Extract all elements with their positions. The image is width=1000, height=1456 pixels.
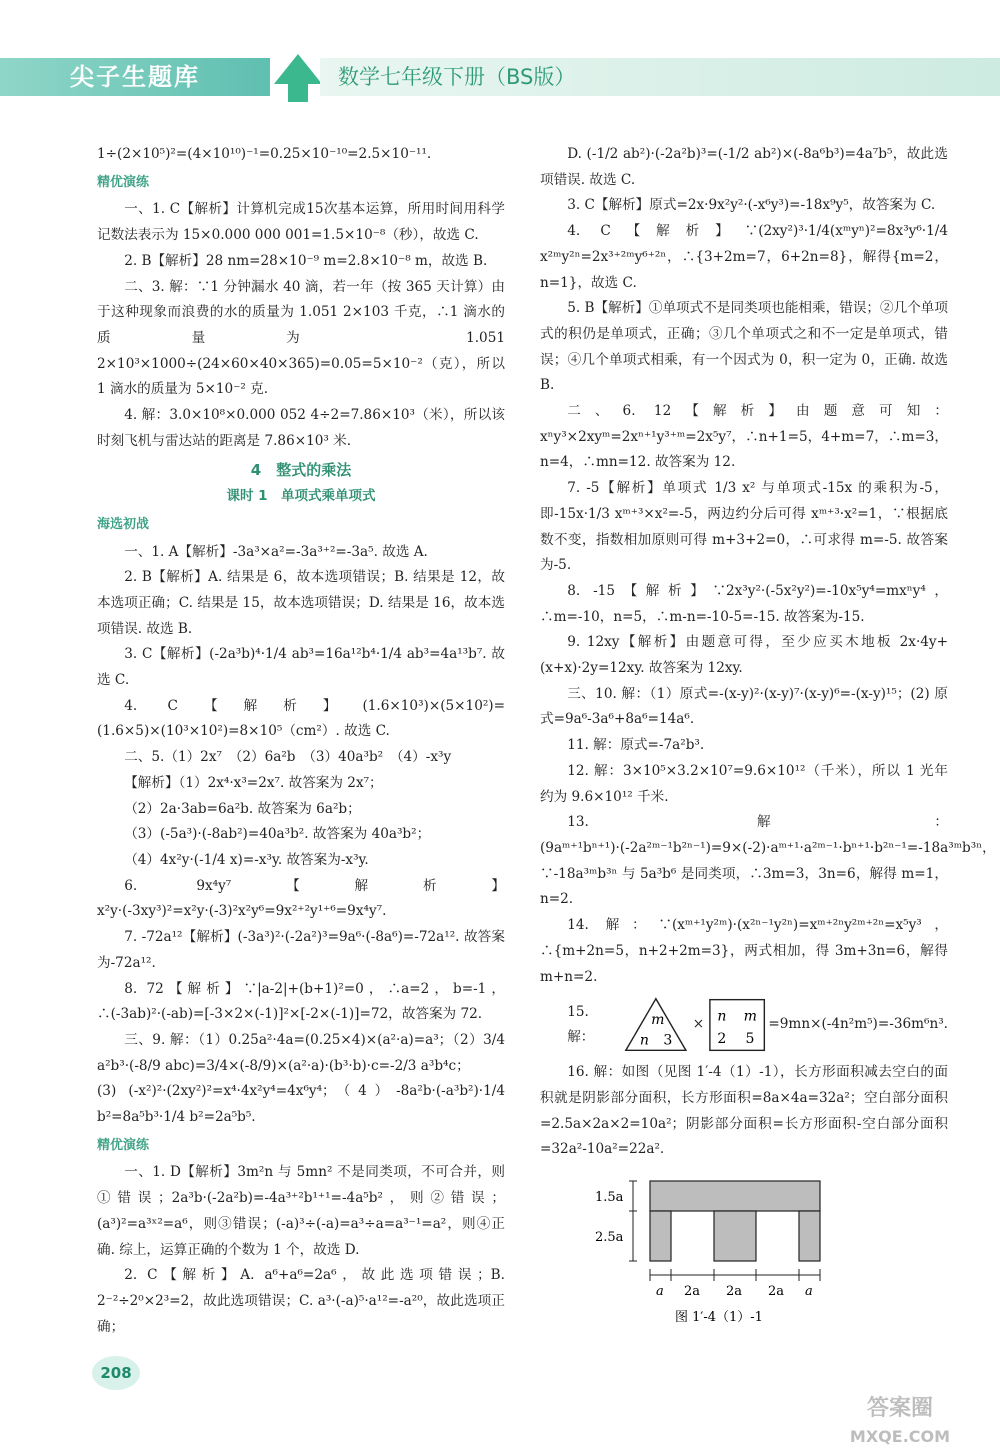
label-1-5a: 1.5a	[595, 1190, 624, 1206]
text-line: 一、1. A【解析】-3a³×a²=-3a³⁺²=-3a⁵. 故选 A.	[124, 543, 428, 560]
label-bottom-a: a	[656, 1284, 664, 1300]
watermark	[800, 1395, 1000, 1451]
text-line: 6. 9x⁴y⁷【解析】x²y·(-3xy³)²=x²y·(-3)²x²y⁶=9x²⁺²y¹⁺⁶=9x⁴y⁷.	[97, 877, 505, 920]
text-line: 2. B【解析】A. 结果是 6，故本选项错误；B. 结果是 12，故本选项正确；C. 结果是 15，故本选项错误；D. 结果是 16，故本选项错误. 故选 B.	[97, 569, 505, 637]
text-line: 5. B【解析】①单项式不是同类项也能相乘，错误；②几个单项式的积仍是单项式，正确；③几个单项式之和不一定是单项式，错误；④几个单项式相乘，有一个因式为 0，积一定为 0，正确. 故选 B.	[540, 300, 948, 394]
text-line: =9mn×(-4n²m⁵)=-36m⁶n³.	[768, 1016, 949, 1033]
lesson-heading: 课时 1 单项式乘单项式	[226, 488, 376, 505]
text-line: 7. -72a¹²【解析】(-3a³)²·(-2a²)³=9a⁶·(-8a⁶)=-72a¹². 故答案为-72a¹².	[97, 929, 505, 971]
text-line: 16. 解：如图（见图 1′-4（1）-1），长方形面积减去空白的面积就是阴影部分面积，长方形面积=8a×4a=32a²；空白部分面积=2.5a×2a×2=10a²；阴影部分面积=长方形面积-空白部分面积=32a²-10a²=22a².	[540, 1064, 948, 1158]
box-m: m	[743, 1008, 758, 1025]
section-label: 海选初战	[97, 516, 150, 532]
triangle-m: m	[651, 1012, 665, 1029]
text-line: 【解析】（1）2x⁴·x³=2x⁷. 故答案为 2x⁷；	[124, 774, 383, 791]
text-line: 一、1. C【解析】计算机完成15次基本运算，所用时间用科学记数法表示为 15×0.000 000 001=1.5×10⁻⁸（秒），故选 C.	[97, 201, 505, 244]
box-diagram	[708, 996, 766, 1054]
text-line: 2. B【解析】28 nm=28×10⁻⁹ m=2.8×10⁻⁸ m，故选 B.	[124, 252, 488, 269]
text-line: 二、6. 12【解析】由题意可知：xⁿy³×2xyᵐ=2xⁿ⁺¹y³⁺ᵐ=2x⁵y⁷，∴n+1=5，4+m=7，∴m=3，n=4，∴mn=12. 故答案为 12.	[540, 403, 948, 471]
text-line: 三、9. 解：（1）0.25a²·4a=(0.25×4)×(a²·a)=a³；（2）3/4 a²b³·(-8/9 abc)=3/4×(-8/9)×(a²·a)·(b³·b)·c=-2/3 a³b⁴c；	[97, 1031, 505, 1074]
text-line: 4. C【解析】(1.6×10³)×(5×10²)=(1.6×5)×(10³×10²)=8×10⁵（cm²）. 故选 C.	[97, 697, 505, 740]
triangle-diagram	[623, 994, 689, 1056]
text-line: （2）2a·3ab=6a²b. 故答案为 6a²b；	[124, 800, 361, 817]
box-2: 2	[717, 1031, 727, 1048]
text-line: 2. C【解析】A. a⁶+a⁶=2a⁶，故此选项错误；B. 2⁻²÷2⁰×2³=2，故此选项错误；C. a³·(-a)⁵·a¹²=-a²⁰，故此选项正确；	[97, 1267, 505, 1335]
text-line: （4）4x²y·(-1/4 x)=-x³y. 故答案为-x³y.	[124, 851, 369, 868]
area-figure	[595, 1171, 895, 1331]
text-line: 4. C【解析】∵(2xy²)³·1/4(xᵐyⁿ)²=8x³y⁶·1/4 x²ᵐy²ⁿ=2x³⁺²ᵐy⁶⁺²ⁿ，∴{3+2m=7，6+2n=8}，解得{m=2，n=1}，故选 C.	[540, 223, 948, 291]
text-line: 9. 12xy【解析】由题意可得，至少应买木地板 2x·4y+(x+x)·2y=12xy. 故答案为 12xy.	[540, 634, 948, 677]
book-title: 数学七年级下册（BS版）	[320, 58, 1000, 96]
text-line: 3. C【解析】(-2a³b)⁴·1/4 ab³=16a¹²b⁴·1/4 ab³=4a¹³b⁷. 故选 C.	[97, 646, 505, 689]
text-line: 7. -5【解析】单项式 1/3 x² 与单项式-15x 的乘积为-5，即-15x·1/3 xᵐ⁺³×x²=-5，两边约分后可得 xᵐ⁺³·x²=1，∵根据底数不变，指数相加原则可得 m+3+2=0，∴可求得 m=-5. 故答案为-5.	[540, 480, 948, 574]
text-line: 8. -15【解析】∵2x³y²·(-5x²y²)=-10x⁵y⁴=mxⁿy⁴，∴m=-10，n=5，∴m-n=-10-5=-15. 故答案为-15.	[540, 582, 948, 625]
problem-15	[567, 994, 948, 1056]
text-line: 15. 解：	[567, 1003, 595, 1046]
text-line: 4. 解：3.0×10⁸×0.000 052 4÷2=7.86×10³（米），所以该时刻飞机与雷达站的距离是 7.86×10³ 米.	[97, 407, 505, 449]
label-2-5a: 2.5a	[595, 1230, 624, 1246]
left-column	[97, 142, 505, 1340]
text-line: 11. 解：原式=-7a²b³.	[567, 737, 705, 754]
text-line: 12. 解：3×10⁵×3.2×10⁷=9.6×10¹²（千米），所以 1 光年约为 9.6×10¹² 千米.	[540, 762, 948, 805]
section-label: 精优演练	[97, 1137, 150, 1153]
text-line: 3. C【解析】原式=2x·9x²y²·(-x⁶y³)=-18x⁹y⁵，故答案为 C.	[567, 197, 936, 214]
text-line: 二、3. 解：∵1 分钟漏水 40 滴，若一年（按 365 天计算）由于这种现象而浪费的水的质量为 1.051 2×103 千克，∴1 滴水的质量为 1.051 2×10³×1000÷(24×60×40×365)=0.05=5×10⁻²（克），所以 1 滴水的质量为 5×10⁻² 克.	[97, 278, 505, 398]
text-line: 三、10. 解：（1）原式=-(x-y)²·(x-y)⁷·(x-y)⁶=-(x-y)¹⁵；(2) 原式=9a⁶-3a⁶+8a⁶=14a⁶.	[540, 685, 948, 728]
page-number: 208	[92, 1356, 140, 1390]
rectangle-diagram	[595, 1171, 895, 1331]
figure-caption: 图 1′-4（1）-1	[675, 1310, 763, 1326]
text-line: (3) (-x²)²·(2xy²)²=x⁴·4x²y⁴=4x⁶y⁴；（4）-8a²b·(-a³b²)·1/4 b²=8a⁵b³·1/4 b²=2a⁵b⁵.	[97, 1083, 505, 1126]
header-banner	[0, 50, 1000, 106]
times-sign: ×	[692, 1016, 705, 1033]
box-n: n	[717, 1008, 727, 1025]
right-column	[540, 142, 996, 1331]
watermark-url: MXQE.COM	[849, 1427, 951, 1446]
text-line: 13. 解：(9aᵐ⁺¹bⁿ⁺¹)·(-2a²ᵐ⁻¹b²ⁿ⁻¹)=9×(-2)·aᵐ⁺¹·a²ᵐ⁻¹·bⁿ⁺¹·b²ⁿ⁻¹=-18a³ᵐb³ⁿ，∵-18a³ᵐb³ⁿ 与 5a³b⁶ 是同类项，∴3m=3，3n=6，解得 m=1，n=2.	[540, 814, 996, 908]
triangle-n: n	[639, 1032, 650, 1049]
text-line: 14. 解：∵(xᵐ⁺¹y²ᵐ)·(x²ⁿ⁻¹y²ⁿ)=xᵐ⁺²ⁿy²ᵐ⁺²ⁿ=x⁵y³，∴{m+2n=5，n+2+2m=3}，两式相加，得 3m+3n=6，解得 m+n=2.	[540, 917, 948, 985]
label-bottom-a: a	[805, 1284, 813, 1300]
section-label: 精优演练	[97, 174, 150, 190]
label-bottom-2a: 2a	[684, 1284, 701, 1300]
triangle-3: 3	[663, 1032, 673, 1049]
text-line: 二、5.（1）2x⁷ （2）6a²b （3）40a³b² （4）-x³y	[124, 749, 452, 766]
box-5: 5	[745, 1031, 755, 1048]
text-line: （3）(-5a³)·(-8ab²)=40a³b². 故答案为 40a³b²；	[124, 826, 431, 843]
text-line: 一、1. D【解析】3m²n 与 5mn² 不是同类项，不可合并，则①错误；2a³b·(-2a²b)=-4a³⁺²b¹⁺¹=-4a⁵b²，则②错误；(a³)²=a³ˣ²=a⁶，则③错误；(-a)³÷(-a)=a³÷a=a³⁻¹=a²，则④正确. 综上，运算正确的个数为 1 个，故选 D.	[97, 1164, 505, 1258]
brand-label: 尖子生题库	[0, 58, 270, 96]
label-bottom-2a: 2a	[768, 1284, 785, 1300]
text-line: 1÷(2×10⁵)²=(4×10¹⁰)⁻¹=0.25×10⁻¹⁰=2.5×10⁻¹¹.	[97, 146, 432, 162]
text-line: D. (-1/2 ab²)·(-2a²b)³=(-1/2 ab²)×(-8a⁶b³)=4a⁷b⁵，故此选项错误. 故选 C.	[540, 146, 948, 188]
section-heading: 4 整式的乘法	[250, 461, 352, 480]
text-line: 8. 72【解析】∵|a-2|+(b+1)²=0，∴a=2，b=-1，∴(-3ab)²·(-ab)=[-3×2×(-1)]²×[-2×(-1)]=72，故答案为 72.	[97, 980, 505, 1023]
arrow-icon	[268, 50, 328, 106]
label-bottom-2a: 2a	[726, 1284, 743, 1300]
watermark-logo: 答案圈	[866, 1396, 933, 1421]
